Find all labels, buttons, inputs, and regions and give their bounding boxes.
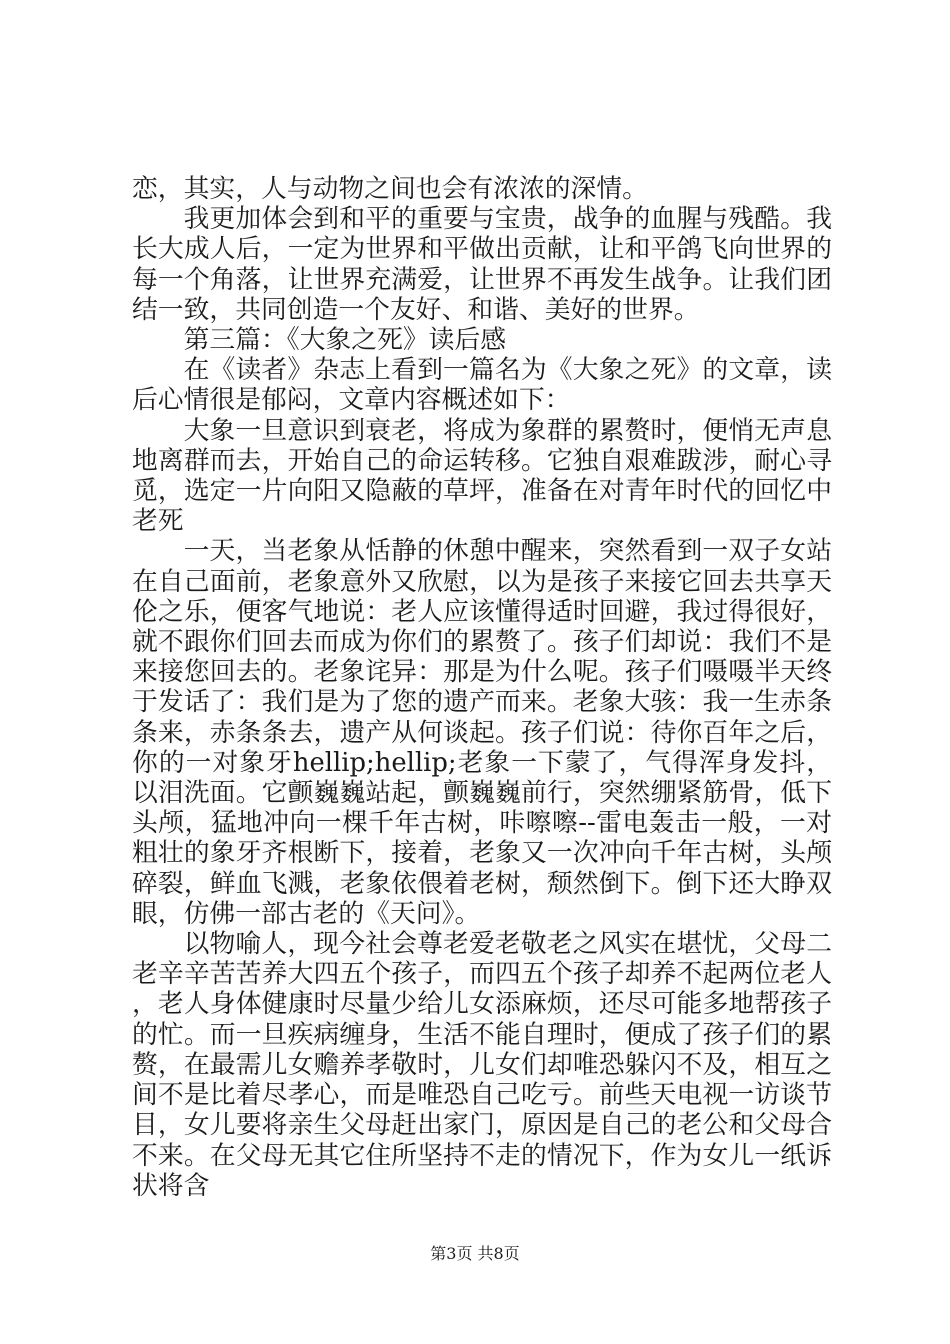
- document-body: [132, 174, 832, 1201]
- paragraph-reflection: 以物喻人，现今社会尊老爱老敬老之风实在堪忧，父母二老辛辛苦苦养大四五个孩子，而四五个孩子却养不起两位老人，老人身体健康时尽量少给儿女添麻烦，还尽可能多地帮孩子的忙。而一旦疾病缠身，生活不能自理时，便成了孩子们的累赘，在最需儿女赡养孝敬时，儿女们却唯恐躲闪不及，相互之间不是比着尽孝心，而是唯恐自己吃亏。前些天电视一访谈节目，女儿要将亲生父母赶出家门，原因是自己的老公和父母合不来。在父母无其它住所坚持不走的情况下，作为女儿一纸诉状将含: [132, 929, 832, 1201]
- paragraph-story: 一天，当老象从恬静的休憩中醒来，突然看到一双子女站在自己面前，老象意外又欣慰，以为是孩子来接它回去共享天伦之乐，便客气地说：老人应该懂得适时回避，我过得很好，就不跟你们回去而成为你们的累赘了。孩子们却说：我们不是来接您回去的。老象诧异：那是为什么呢。孩子们嗫嗫半天终于发话了：我们是为了您的遗产而来。老象大骇：我一生赤条条来，赤条条去，遗产从何谈起。孩子们说：待你百年之后，你的一对象牙hellip;hellip;老象一下蒙了，气得浑身发抖，以泪洗面。它颤巍巍站起，颤巍巍前行，突然绷紧筋骨，低下头颅，猛地冲向一棵千年古树，咔嚓嚓--雷电轰击一般，一对粗壮的象牙齐根断下，接着，老象又一次冲向千年古树，头颅碎裂，鲜血飞溅，老象依偎着老树，颓然倒下。倒下还大睁双眼，仿佛一部古老的《天问》。: [132, 536, 832, 929]
- section-heading: 第三篇：《大象之死》读后感: [183, 325, 507, 356]
- paragraph-peace: 我更加体会到和平的重要与宝贵，战争的血腥与残酷。我长大成人后，一定为世界和平做出贡献，让和平鸽飞向世界的每一个角落，让世界充满爱，让世界不再发生战争。让我们团结一致，共同创造一个友好、和谐、美好的世界。: [132, 204, 832, 325]
- page-number: 第3页 共8页: [430, 1244, 520, 1263]
- paragraph-summary: 大象一旦意识到衰老，将成为象群的累赘时，便悄无声息地离群而去，开始自己的命运转移。它独自艰难跋涉，耐心寻觅，选定一片向阳又隐蔽的草坪，准备在对青年时代的回忆中老死: [132, 415, 832, 537]
- paragraph-intro: 在《读者》杂志上看到一篇名为《大象之死》的文章，读后心情很是郁闷，文章内容概述如下：: [132, 355, 832, 416]
- paragraph-continuation: 恋，其实，人与动物之间也会有浓浓的深情。: [132, 174, 648, 204]
